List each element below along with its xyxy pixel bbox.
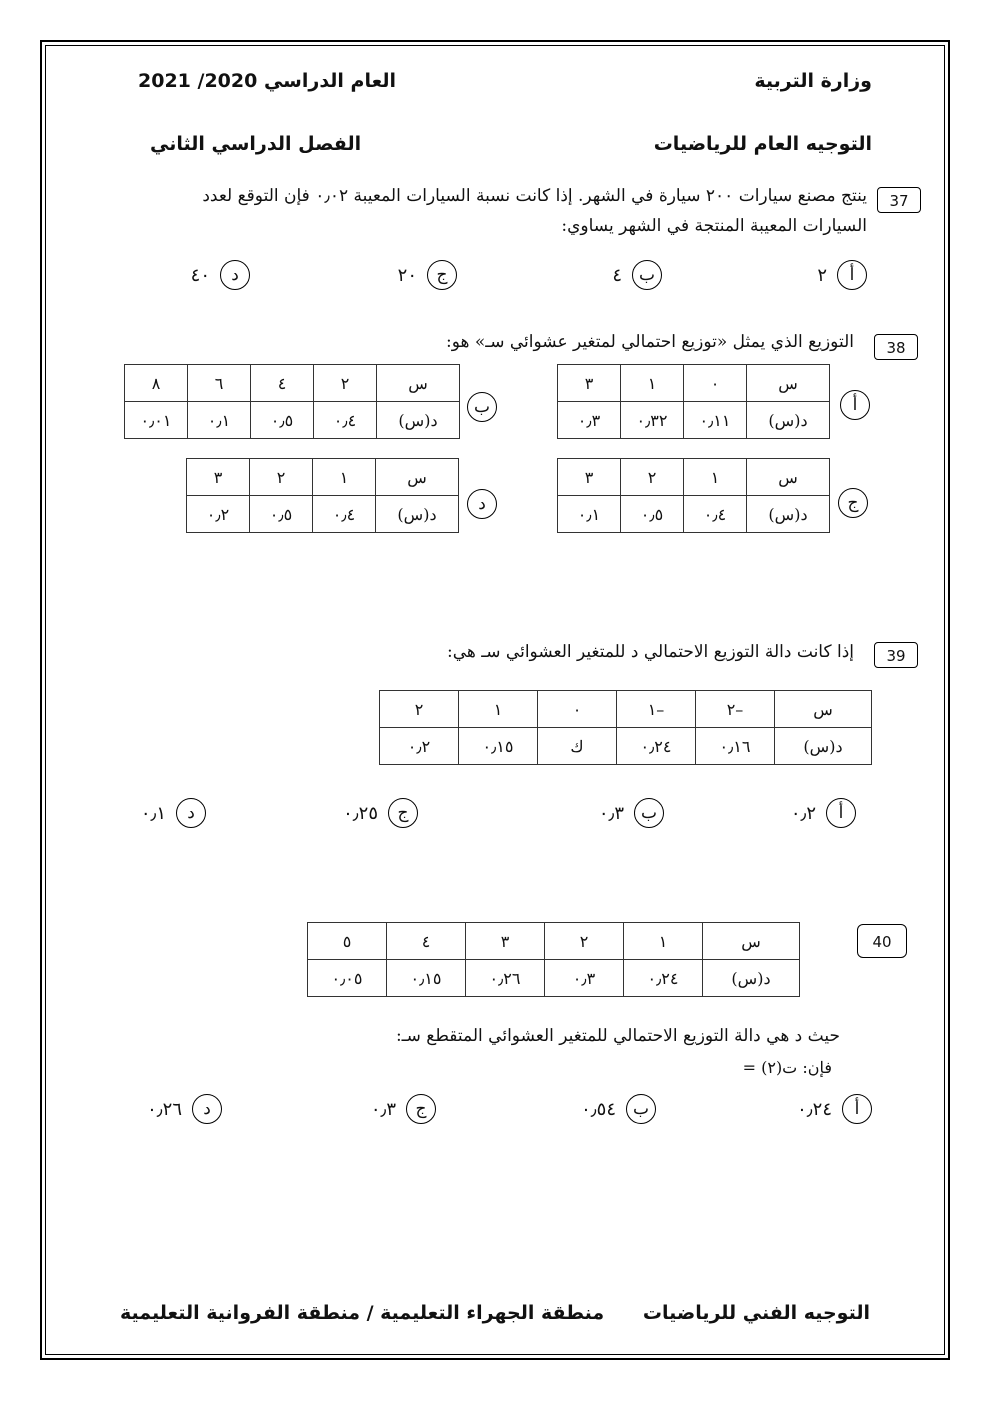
table-cell: س [703,923,800,960]
q39-table [379,690,872,765]
option-letter-circle: ج [388,798,418,828]
table-cell: ٣ [466,923,545,960]
table-cell: ٢ [545,923,624,960]
option-letter-circle: أ [826,798,856,828]
option-value: ٠٫٣ [598,802,624,824]
table-cell: س [747,459,830,496]
table-cell: ٠٫٣٢ [621,402,684,439]
table-cell: ٣ [558,365,621,402]
table-cell: ٠٫٢٤ [624,960,703,997]
option-value: ٤٠ [190,264,210,286]
table-cell: د(س) [376,496,459,533]
q40-table [307,922,800,997]
table-cell: ٣ [558,459,621,496]
table-cell: ٠٫١٥ [459,728,538,765]
table-cell: ٠٫٤ [684,496,747,533]
table-cell: ٠٫١ [188,402,251,439]
option-letter-circle: أ [837,260,867,290]
option-value: ٢ [817,264,827,286]
option-letter-circle: د [192,1094,222,1124]
table-cell: –٢ [696,691,775,728]
table-cell: س [376,459,459,496]
q39-text: إذا كانت دالة التوزيع الاحتمالي د للمتغير العشوائي سـ هي: [447,642,854,662]
table-cell: ٠٫٤ [313,496,376,533]
q37-text-line2: السيارات المعيبة المنتجة في الشهر يساوي: [561,216,867,236]
question-number-38: 38 [874,334,918,360]
option-value: ٠٫٢٤ [797,1098,832,1120]
table-cell: ٠٫١٦ [696,728,775,765]
table-cell: ٠٫١ [558,496,621,533]
option-letter-circle: ب [626,1094,656,1124]
semester-title: الفصل الدراسي الثاني [150,133,362,155]
table-cell: ٠٫٣ [545,960,624,997]
option-value: ٠٫٢٥ [343,802,378,824]
option-letter-circle: ب [632,260,662,290]
table-cell: ٠٫٣ [558,402,621,439]
option-letter-circle: ج [427,260,457,290]
ministry-title: وزارة التربية [754,70,872,92]
option-value: ٠٫٣ [370,1098,396,1120]
q39-option-c[interactable] [343,798,418,828]
table-cell: ٥ [308,923,387,960]
option-value: ٤ [612,264,622,286]
q39-option-d[interactable] [141,798,206,828]
q40-option-b[interactable] [581,1094,656,1124]
option-value: ٠٫٥٤ [581,1098,616,1120]
table-cell: س [747,365,830,402]
q38-option-a-letter[interactable]: أ [840,390,870,420]
table-cell: ٠ [684,365,747,402]
q38-option-b-letter[interactable]: ب [467,392,497,422]
option-value: ٠٫١ [140,802,166,824]
table-cell: ٠٫٠١ [125,402,188,439]
q37-option-b[interactable] [612,260,662,290]
q40-option-d[interactable] [147,1094,222,1124]
table-cell: د(س) [377,402,460,439]
option-letter-circle: د [176,798,206,828]
q38-option-c-letter[interactable]: ج [838,488,868,518]
q38-text: التوزيع الذي يمثل «توزيع احتمالي لمتغير عشوائي سـ» هو: [445,332,854,352]
table-cell: ٦ [188,365,251,402]
q38-table-b [124,364,460,439]
table-cell: ٤ [251,365,314,402]
q39-option-a[interactable] [791,798,856,828]
q40-text-line1: حيث د هي دالة التوزيع الاحتمالي للمتغير العشوائي المتقطع سـ: [395,1026,840,1046]
table-cell: ٠٫٥ [621,496,684,533]
table-cell: ٠٫٢ [380,728,459,765]
table-cell: ٠٫١١ [684,402,747,439]
footer-regions: منطقة الجهراء التعليمية / منطقة الفروانية التعليمية [120,1302,605,1324]
option-letter-circle: د [220,260,250,290]
option-value: ٢٠ [397,264,417,286]
option-letter-circle: ب [634,798,664,828]
table-cell: ٢ [250,459,313,496]
table-cell: د(س) [747,402,830,439]
table-cell: –١ [617,691,696,728]
table-cell: ٤ [387,923,466,960]
option-letter-circle: أ [842,1094,872,1124]
academic-year: العام الدراسي 2020/ 2021 [138,70,396,92]
table-cell: ٠٫١٥ [387,960,466,997]
q37-text-line1: ينتج مصنع سيارات ٢٠٠ سيارة في الشهر. إذا كانت نسبة السيارات المعيبة ٠٫٠٢ فإن التوقع لعدد [202,186,867,206]
table-cell: د(س) [703,960,800,997]
q38-table-d [186,458,459,533]
question-number-39: 39 [874,642,918,668]
table-cell: د(س) [747,496,830,533]
table-cell: ٣ [187,459,250,496]
option-value: ٠٫٢٦ [147,1098,182,1120]
q38-table-c [557,458,830,533]
footer-department: التوجيه الفني للرياضيات [642,1302,870,1324]
q40-option-a[interactable] [797,1094,872,1124]
table-cell: ٠٫٠٥ [308,960,387,997]
question-number-37: 37 [877,187,921,213]
table-cell: ٠ [538,691,617,728]
q37-option-a[interactable] [817,260,867,290]
table-cell: ٠٫٤ [314,402,377,439]
table-cell: ١ [624,923,703,960]
table-cell: ١ [621,365,684,402]
table-cell: ٠٫٥ [250,496,313,533]
table-cell: د(س) [775,728,872,765]
table-cell: ٠٫٢٦ [466,960,545,997]
table-cell: س [377,365,460,402]
table-cell: ٢ [380,691,459,728]
q39-option-b[interactable] [599,798,664,828]
table-cell: ك [538,728,617,765]
table-cell: ٠٫٥ [251,402,314,439]
table-cell: ١ [459,691,538,728]
table-cell: ٢ [314,365,377,402]
q40-option-c[interactable] [371,1094,436,1124]
table-cell: ٠٫٢٤ [617,728,696,765]
q37-option-c[interactable] [398,260,457,290]
table-cell: ٨ [125,365,188,402]
table-cell: ١ [684,459,747,496]
q38-option-d-letter[interactable]: د [467,489,497,519]
department-title: التوجيه العام للرياضيات [653,133,872,155]
q38-table-a [557,364,830,439]
table-cell: س [775,691,872,728]
option-value: ٠٫٢ [790,802,816,824]
table-cell: ٠٫٢ [187,496,250,533]
option-letter-circle: ج [406,1094,436,1124]
table-cell: ١ [313,459,376,496]
question-number-40: 40 [857,924,907,958]
q40-text-line2: فإن: ت(٢) = [742,1058,832,1077]
q37-option-d[interactable] [191,260,250,290]
table-cell: ٢ [621,459,684,496]
